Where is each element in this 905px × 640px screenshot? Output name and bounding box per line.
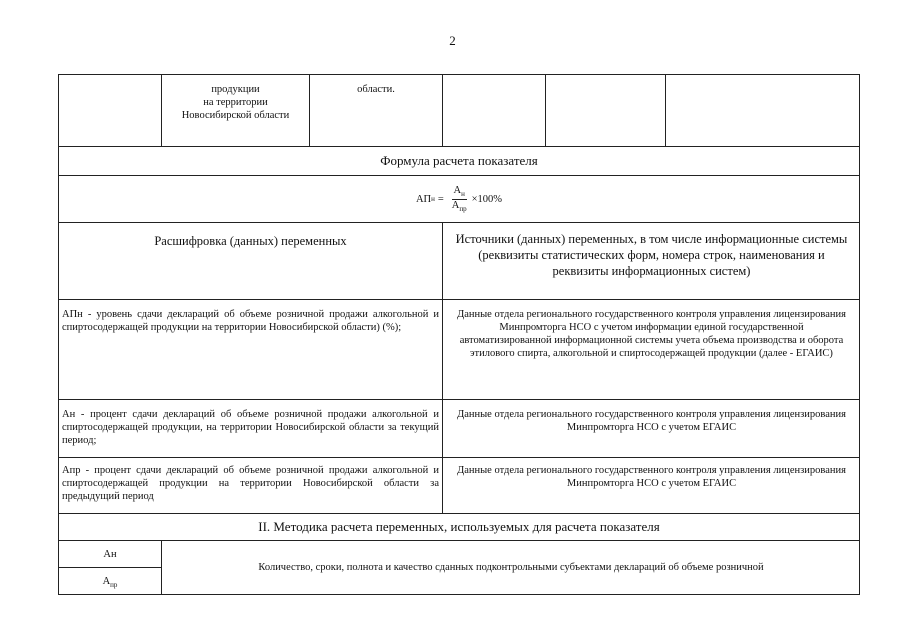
formula-lhs-sub: н: [431, 195, 435, 203]
denominator: А: [451, 199, 460, 211]
formula-header: Формула расчета показателя: [380, 153, 538, 168]
variable-source-cell: [442, 300, 860, 399]
denominator-sub: пр: [459, 204, 467, 213]
variable-desc-cell: [59, 400, 442, 457]
formula: [59, 176, 859, 222]
continuation-row: [58, 74, 860, 146]
variable-source: Данные отдела регионального государственного контроля управления лицензирования Минпромторга НСО с учетом ЕГАИС: [457, 465, 846, 489]
variable-desc-cell: [59, 458, 442, 513]
region-cell: [309, 75, 442, 146]
indicator-table: [58, 74, 860, 595]
variable-source: Данные отдела регионального государственного контроля управления лицензирования Минпромторга НСО с учетом информации единой государственной автоматизированной информационной системы учета объема производства и оборота этилового спирта, алкогольной и спиртосодержащей продукции (далее - ЕГАИС): [457, 309, 846, 359]
variable-row: [58, 457, 860, 513]
page-number: 2: [449, 33, 456, 48]
empty-cell-6: [665, 75, 860, 146]
var-apr-sub: пр: [110, 581, 118, 590]
sources-header: Источники (данных) переменных, в том числе информационные системы (реквизиты статистических форм, номера строк, наименования и реквизиты информационных систем): [455, 232, 848, 278]
region-text: области.: [357, 84, 395, 95]
variable-desc: Апр - процент сдачи деклараций об объеме розничной продажи алкогольной и спиртосодержащей продукции на территории Новосибирской области за предыдущий период: [62, 465, 439, 502]
variables-header-row: [58, 222, 860, 299]
variable-row: [58, 299, 860, 399]
variable-source-cell: [442, 458, 860, 513]
formula-header-row: [58, 146, 860, 175]
product-line-3: Новосибирской области: [181, 110, 290, 121]
section2-header-row: [58, 513, 860, 540]
formula-lhs: АП: [415, 193, 432, 205]
section2-desc: Количество, сроки, полнота и качество сданных подконтрольными субъектами деклараций об объеме розничной: [258, 562, 764, 573]
numerator: А: [453, 185, 462, 197]
section2-desc-cell: [161, 541, 860, 594]
variable-desc: АПн - уровень сдачи деклараций об объеме розничной продажи алкогольной и спиртосодержащей продукции на территории Новосибирской области) (%);: [62, 309, 439, 333]
empty-cell-4: [442, 75, 545, 146]
equals-sign: =: [437, 193, 444, 205]
product-cell: [161, 75, 309, 146]
var-apr-cell: [59, 568, 161, 594]
section2-row: [58, 540, 860, 595]
section2-title: II. Методика расчета переменных, используемых для расчета показателя: [258, 519, 660, 534]
variable-row: [58, 399, 860, 457]
product-line-1: продукции: [211, 84, 260, 95]
variable-desc-cell: [59, 300, 442, 399]
decoding-header-cell: [59, 223, 442, 299]
variable-desc: Ан - процент сдачи деклараций об объеме розничной продажи алкогольной и спиртосодержащей продукции, на территории Новосибирской области за текущий период;: [62, 409, 439, 446]
var-apr: А: [102, 576, 111, 587]
decoding-header: Расшифровка (данных) переменных: [154, 234, 347, 248]
variable-source-cell: [442, 400, 860, 457]
product-line-2: на территории: [203, 97, 268, 108]
variable-source: Данные отдела регионального государственного контроля управления лицензирования Минпромторга НСО с учетом ЕГАИС: [457, 409, 846, 433]
var-an: Ан: [103, 549, 117, 560]
numerator-sub: н: [461, 190, 465, 199]
formula-row: [58, 175, 860, 222]
formula-fraction: [450, 185, 469, 212]
formula-tail: ×100%: [471, 193, 503, 205]
sources-header-cell: [442, 223, 860, 299]
empty-cell-5: [545, 75, 665, 146]
var-an-cell: [59, 541, 161, 568]
